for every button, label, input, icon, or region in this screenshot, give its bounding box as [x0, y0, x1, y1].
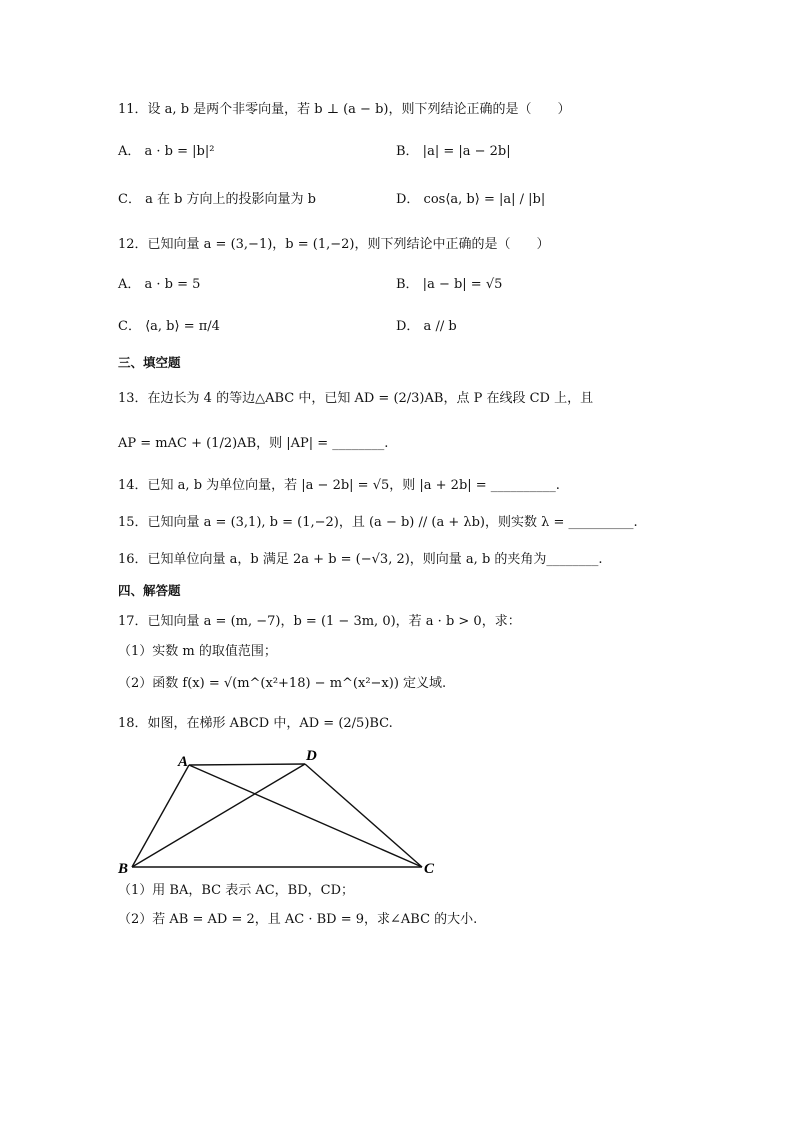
q18-part2: （2）若 AB = AD = 2，且 AC · BD = 9，求∠ABC 的大小.: [118, 912, 478, 927]
vertex-label-c: C: [424, 861, 435, 877]
q18-part1: （1）用 BA，BC 表示 AC，BD，CD；: [118, 883, 355, 898]
trapezoid-figure: [110, 745, 450, 880]
segment-ab: [132, 765, 189, 867]
q17-part2: （2）函数 f(x) = √(m^(x²+18) − m^(x²−x)) 定义域.: [118, 676, 447, 691]
q14: 14．已知 a, b 为单位向量，若 |a − 2b| = √5，则 |a + 2b| = __________.: [118, 478, 560, 493]
diagonal-ac: [189, 765, 422, 867]
vertex-label-b: B: [118, 861, 129, 877]
segment-dc: [305, 764, 422, 867]
q12-stem: 12．已知向量 a = (3,−1)，b = (1,−2)，则下列结论中正确的是（ ）: [118, 237, 550, 252]
q11-option-d: D． cos⟨a, b⟩ = |a| / |b|: [396, 192, 546, 207]
q15: 15．已知向量 a = (3,1), b = (1,−2)，且 (a − b) // (a + λb)，则实数 λ = __________.: [118, 515, 638, 530]
q11-option-b: B． |a| = |a − 2b|: [396, 144, 511, 159]
q13-line2: AP = mAC + (1/2)AB，则 |AP| = ________.: [118, 436, 389, 451]
q11-option-a: A． a · b = |b|²: [118, 144, 215, 159]
q18-stem: 18．如图，在梯形 ABCD 中，AD = (2/5)BC.: [118, 716, 393, 731]
q11-option-c: C． a 在 b 方向上的投影向量为 b: [118, 192, 317, 207]
q11-stem: 11．设 a, b 是两个非零向量，若 b ⊥ (a − b)，则下列结论正确的是（ ）: [118, 102, 571, 117]
q13-line1: 13．在边长为 4 的等边△ABC 中，已知 AD = (2/3)AB，点 P 在线段 CD 上，且: [118, 391, 594, 406]
section-answer-title: 四、解答题: [118, 583, 181, 598]
q12-option-a: A． a · b = 5: [118, 277, 201, 292]
diagonal-bd: [132, 764, 305, 867]
vertex-label-d: D: [306, 748, 317, 764]
segment-ad: [189, 764, 305, 765]
q17-part1: （1）实数 m 的取值范围；: [118, 644, 277, 659]
q12-option-d: D． a // b: [396, 319, 457, 334]
q17-stem: 17．已知向量 a = (m, −7)，b = (1 − 3m, 0)，若 a · b > 0，求：: [118, 614, 521, 629]
q12-option-c: C． ⟨a, b⟩ = π/4: [118, 319, 220, 334]
vertex-label-a: A: [178, 754, 189, 770]
section-fill-in-title: 三、填空题: [118, 355, 181, 370]
q16: 16．已知单位向量 a，b 满足 2a + b = (−√3, 2)，则向量 a, b 的夹角为________.: [118, 552, 603, 567]
q12-option-b: B． |a − b| = √5: [396, 277, 503, 292]
